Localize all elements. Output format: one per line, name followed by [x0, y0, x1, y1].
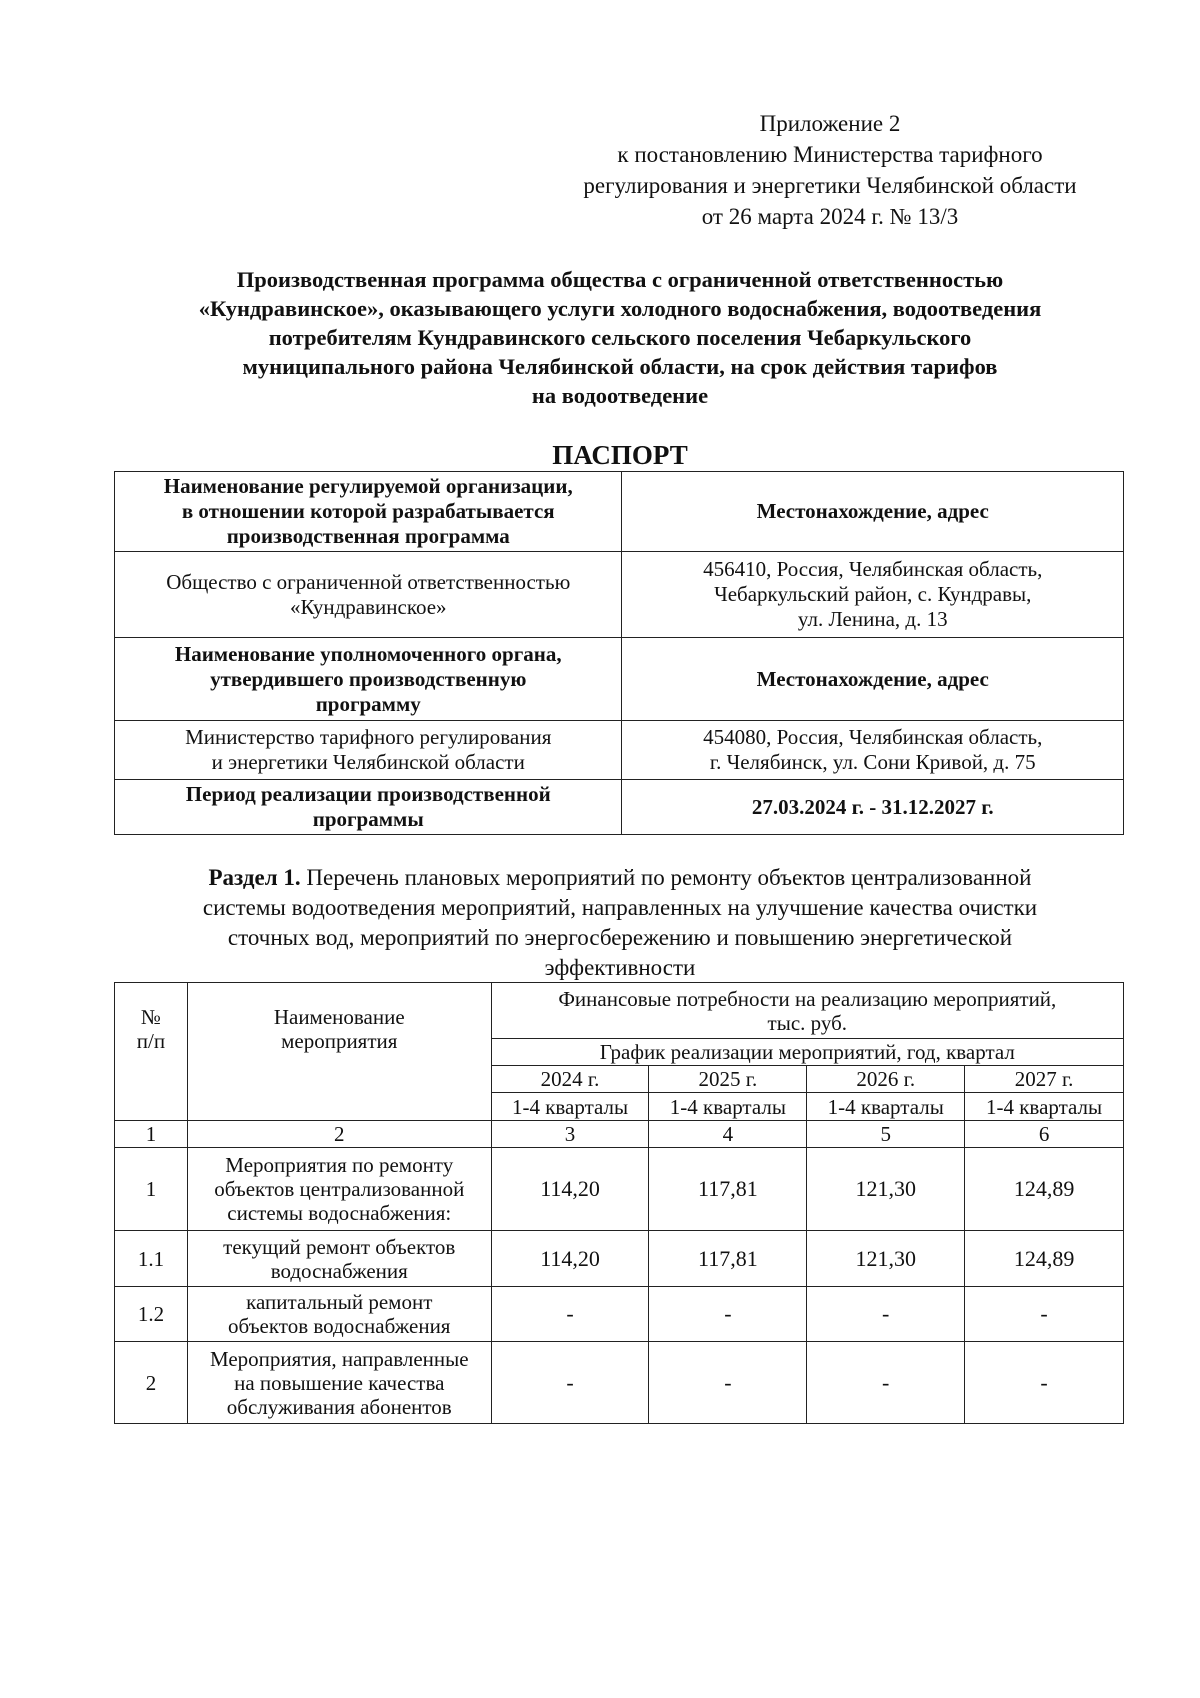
col-number-cell: 2	[187, 1121, 491, 1148]
row-no-cell: 1.1	[115, 1231, 188, 1287]
row-name-cell: капитальный ремонт объектов водоснабжения	[187, 1287, 491, 1342]
title-line: Производственная программа общества с ограниченной ответственностью	[236, 267, 1004, 292]
passport-heading: ПАСПОРТ	[552, 440, 688, 470]
section-text: системы водоотведения мероприятий, направленных на улучшение качества очистки	[202, 895, 1038, 920]
quarters-cell: 1-4 кварталы	[965, 1093, 1124, 1121]
section-text: Перечень плановых мероприятий по ремонту объектов централизованной	[300, 865, 1032, 890]
row-no-cell: 2	[115, 1342, 188, 1424]
annex-line: от 26 марта 2024 г. № 13/3	[701, 204, 959, 229]
col-name-header: Наименование мероприятия	[187, 983, 491, 1121]
plan-table	[114, 982, 1124, 1424]
title-line: «Кундравинское», оказывающего услуги холодного водоснабжения, водоотведения	[198, 296, 1042, 321]
year-cell: 2025 г.	[649, 1066, 807, 1093]
value-cell: -	[965, 1342, 1124, 1424]
value-cell: 117,81	[649, 1231, 807, 1287]
value-cell: 124,89	[965, 1231, 1124, 1287]
row-no-cell: 1.2	[115, 1287, 188, 1342]
table-row	[115, 552, 1124, 638]
value-cell: 121,30	[807, 1231, 965, 1287]
table-row	[115, 1287, 1124, 1342]
quarters-cell: 1-4 кварталы	[649, 1093, 807, 1121]
table-row	[115, 721, 1124, 780]
section-1-heading	[100, 863, 1140, 983]
table-row	[115, 638, 1124, 721]
table-row	[115, 1342, 1124, 1424]
period-value-cell: 27.03.2024 г. - 31.12.2027 г.	[622, 780, 1124, 835]
location-header-cell: Местонахождение, адрес	[622, 472, 1124, 552]
value-cell: 117,81	[649, 1148, 807, 1231]
passport-table	[114, 471, 1124, 835]
table-row	[115, 1231, 1124, 1287]
annex-line: регулирования и энергетики Челябинской области	[583, 173, 1077, 198]
org-name-cell: Общество с ограниченной ответственностью «Кундравинское»	[115, 552, 622, 638]
col-number-cell: 3	[491, 1121, 649, 1148]
period-header-cell: Период реализации производственной программы	[115, 780, 622, 835]
section-text: эффективности	[544, 955, 696, 980]
table-row	[115, 780, 1124, 835]
document-title	[100, 265, 1140, 410]
value-cell: 114,20	[491, 1148, 649, 1231]
value-cell: 121,30	[807, 1148, 965, 1231]
section-label: Раздел 1.	[208, 865, 301, 890]
title-line: муниципального района Челябинской области, на срок действия тарифов	[242, 354, 998, 379]
col-no-header: № п/п	[115, 983, 188, 1121]
annex-line: к постановлению Министерства тарифного	[617, 142, 1043, 167]
year-cell: 2024 г.	[491, 1066, 649, 1093]
table-row	[115, 1148, 1124, 1231]
row-no-cell: 1	[115, 1148, 188, 1231]
value-cell: -	[807, 1342, 965, 1424]
col-number-cell: 5	[807, 1121, 965, 1148]
year-cell: 2027 г.	[965, 1066, 1124, 1093]
authority-location-header-cell: Местонахождение, адрес	[622, 638, 1124, 721]
value-cell: -	[965, 1287, 1124, 1342]
value-cell: -	[491, 1342, 649, 1424]
col-number-cell: 1	[115, 1121, 188, 1148]
value-cell: -	[807, 1287, 965, 1342]
quarters-cell: 1-4 кварталы	[807, 1093, 965, 1121]
title-line: потребителям Кундравинского сельского поселения Чебаркульского	[268, 325, 972, 350]
value-cell: 114,20	[491, 1231, 649, 1287]
value-cell: -	[649, 1342, 807, 1424]
section-text: сточных вод, мероприятий по энергосбережению и повышению энергетической	[227, 925, 1013, 950]
finance-header: Финансовые потребности на реализацию мероприятий, тыс. руб.	[491, 983, 1123, 1039]
annex-block	[520, 108, 1140, 232]
col-number-cell: 6	[965, 1121, 1124, 1148]
value-cell: -	[649, 1287, 807, 1342]
col-number-cell: 4	[649, 1121, 807, 1148]
table-row	[115, 983, 1124, 1039]
quarters-cell: 1-4 кварталы	[491, 1093, 649, 1121]
value-cell: -	[491, 1287, 649, 1342]
annex-line: Приложение 2	[759, 111, 901, 136]
title-line: на водоотведение	[531, 383, 709, 408]
org-header-cell: Наименование регулируемой организации, в отношении которой разрабатывается производственная программа	[115, 472, 622, 552]
row-name-cell: текущий ремонт объектов водоснабжения	[187, 1231, 491, 1287]
authority-header-cell: Наименование уполномоченного органа, утвердившего производственную программу	[115, 638, 622, 721]
schedule-header: График реализации мероприятий, год, квартал	[491, 1039, 1123, 1066]
authority-address-cell: 454080, Россия, Челябинская область, г. Челябинск, ул. Сони Кривой, д. 75	[622, 721, 1124, 780]
authority-name-cell: Министерство тарифного регулирования и энергетики Челябинской области	[115, 721, 622, 780]
row-name-cell: Мероприятия, направленные на повышение качества обслуживания абонентов	[187, 1342, 491, 1424]
value-cell: 124,89	[965, 1148, 1124, 1231]
year-cell: 2026 г.	[807, 1066, 965, 1093]
org-address-cell: 456410, Россия, Челябинская область, Чебаркульский район, с. Кундравы, ул. Ленина, д. 13	[622, 552, 1124, 638]
row-name-cell: Мероприятия по ремонту объектов централизованной системы водоснабжения:	[187, 1148, 491, 1231]
table-row	[115, 1121, 1124, 1148]
table-row	[115, 472, 1124, 552]
